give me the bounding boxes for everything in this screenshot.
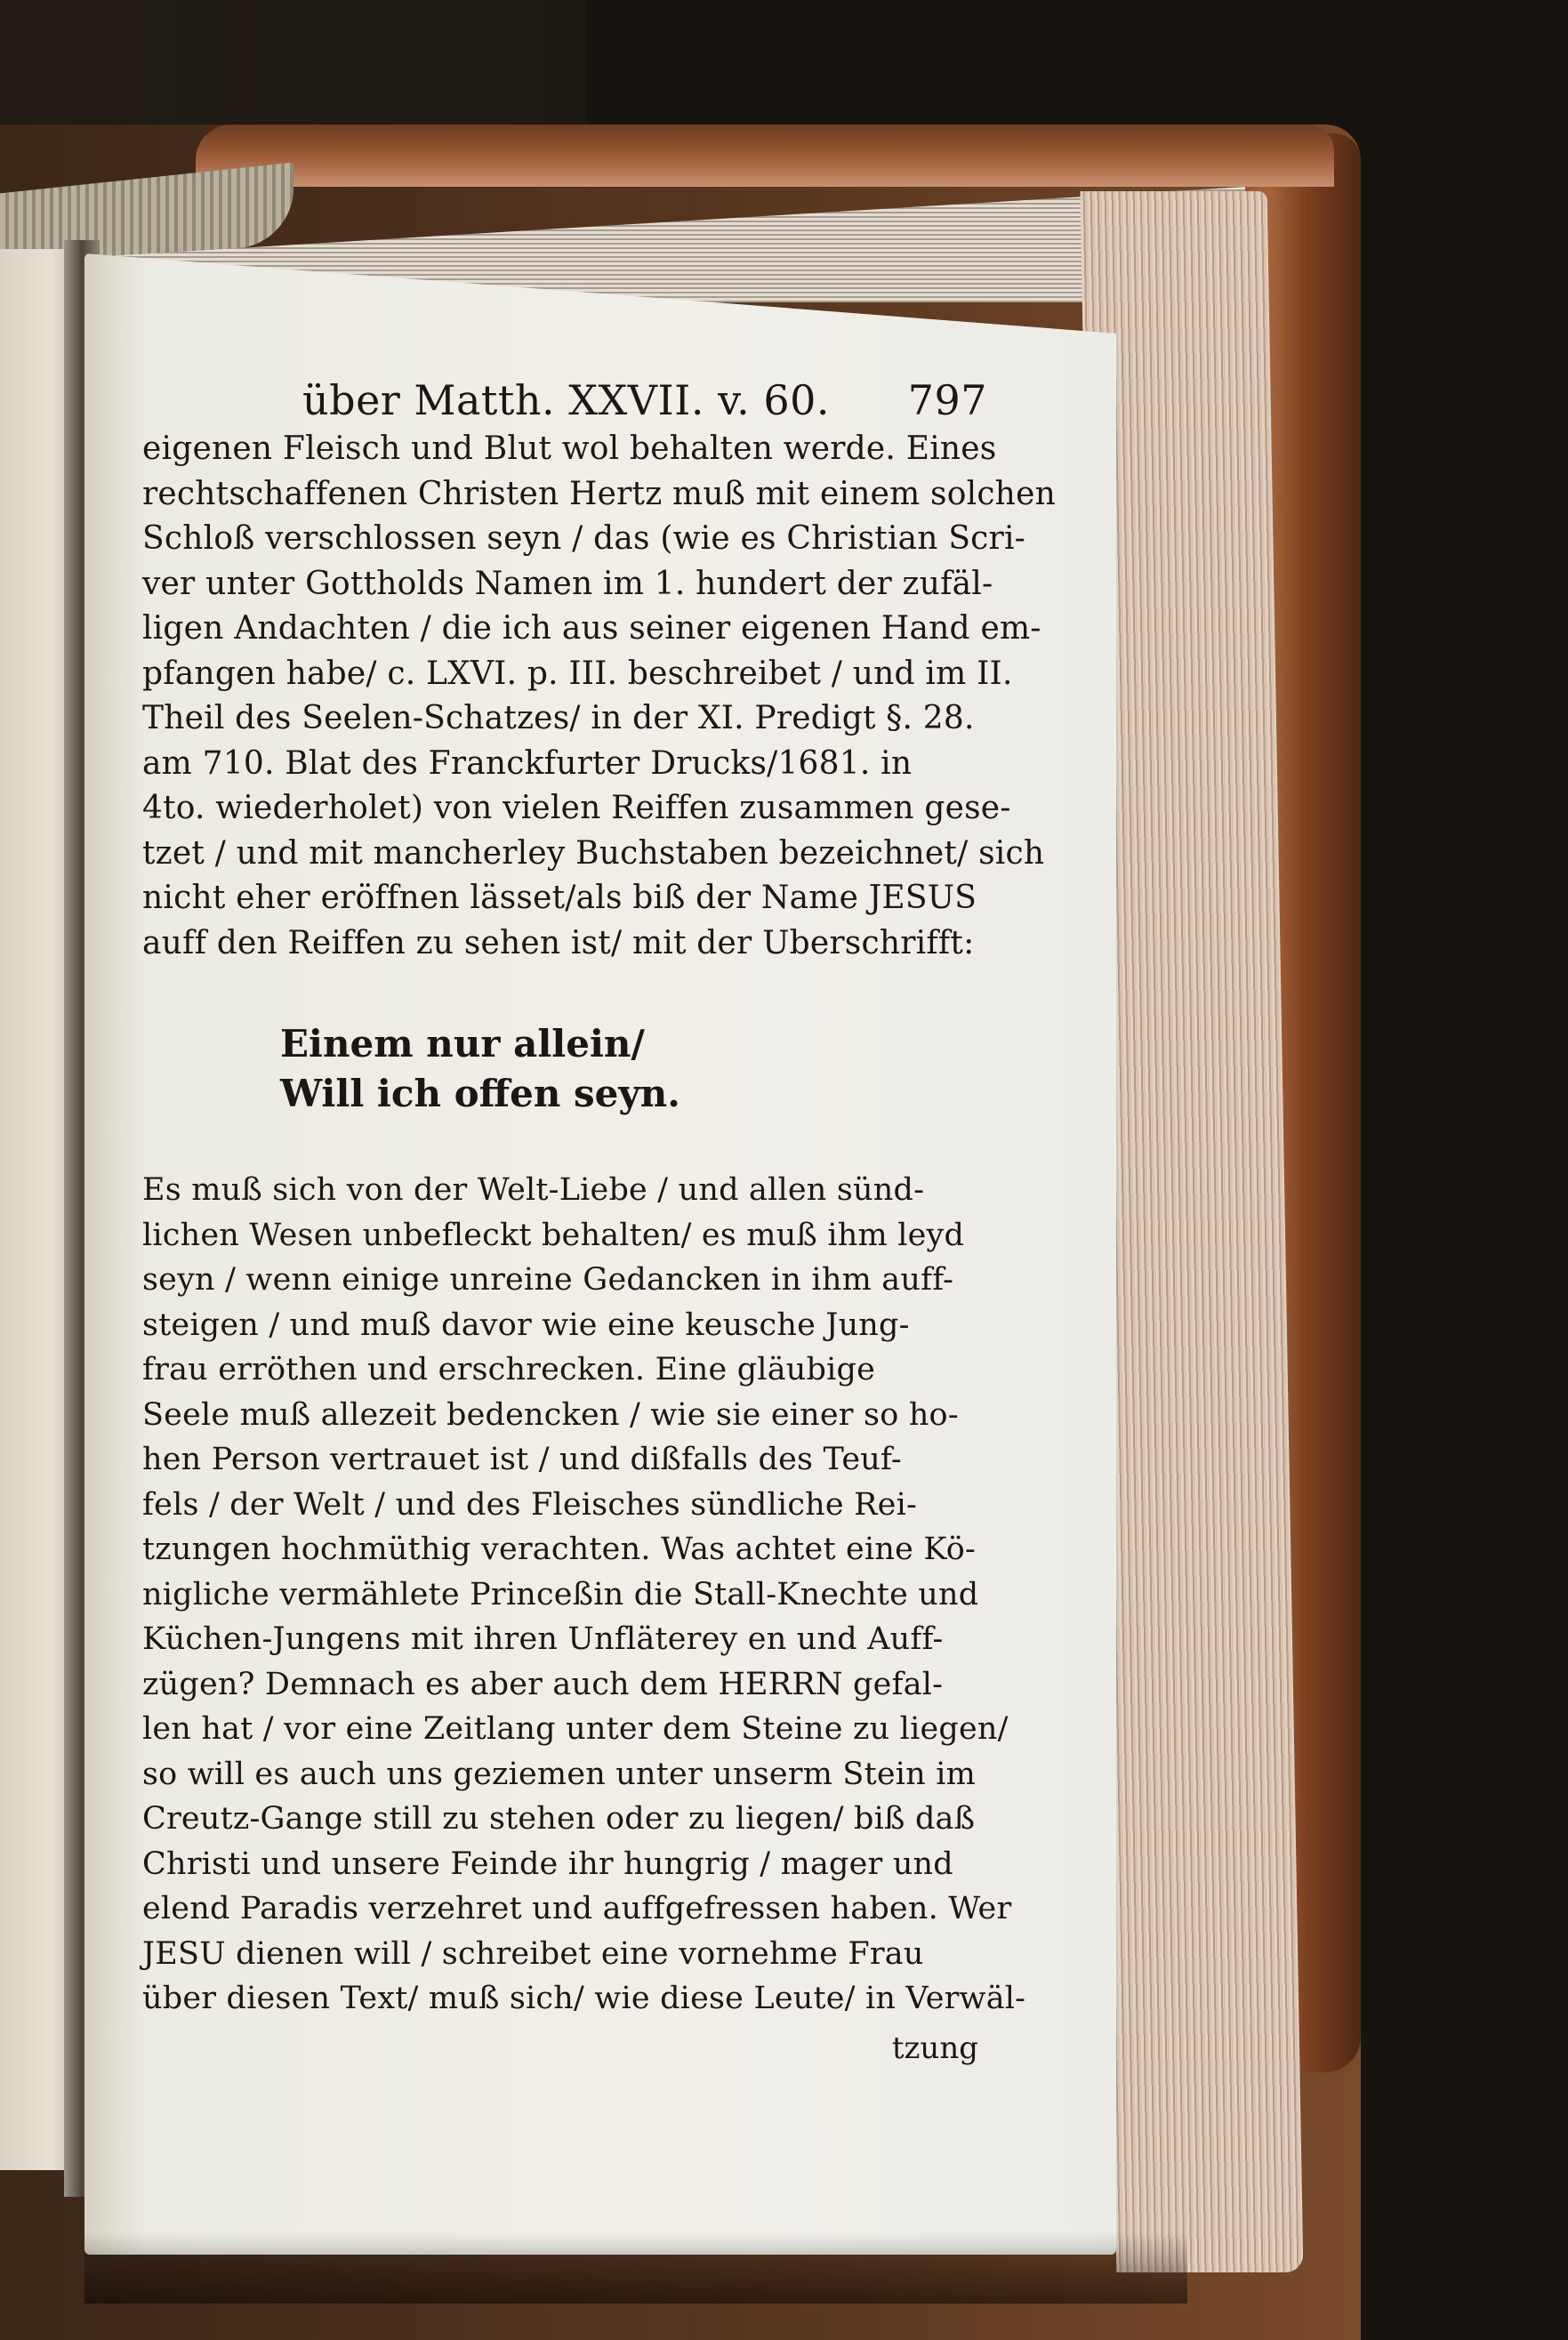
text-line: steigen / und muß davor wie eine keusche Jung- — [142, 1307, 910, 1343]
text-line: am 710. Blat des Franckfurter Drucks/1681. in — [142, 744, 913, 782]
running-head — [302, 374, 987, 427]
motto-line: Will ich offen seyn. — [280, 1072, 680, 1115]
text-line: ligen Andachten / die ich aus seiner eigenen Hand em- — [142, 610, 1041, 647]
paragraph-1 — [142, 427, 1056, 966]
text-line: 4to. wiederholet) von vielen Reiffen zusammen gese- — [142, 790, 1011, 826]
text-line: nigliche vermählete Princeßin die Stall-Knechte und — [142, 1576, 979, 1612]
text-line: ver unter Gottholds Namen im 1. hundert der zufäl- — [142, 565, 993, 602]
text-line: Seele muß allezeit bedencken / wie sie einer so ho- — [142, 1396, 959, 1433]
paragraph-2 — [142, 1168, 1026, 2022]
left-page-edge — [0, 249, 73, 2170]
text-line: Es muß sich von der Welt-Liebe / und allen sünd- — [142, 1172, 925, 1208]
motto-line: Einem nur allein/ — [280, 1022, 645, 1065]
text-line: nicht eher eröffnen lässet/als biß der Name JESUS — [142, 880, 977, 916]
motto-inscription — [280, 1019, 978, 1119]
text-line: Christi und unsere Feinde ihr hungrig / mager und — [142, 1845, 953, 1882]
text-line: Küchen-Jungens mit ihren Unfläterey en und Auff- — [142, 1621, 944, 1657]
text-line: zügen? Demnach es aber auch dem HERRN gefal- — [142, 1666, 944, 1702]
page-text — [142, 374, 1056, 2070]
book-top-edge — [196, 125, 1334, 187]
text-line: fels / der Welt / und des Fleisches sündliche Rei- — [142, 1486, 917, 1523]
text-line: elend Paradis verzehret und auffgefressen haben. Wer — [142, 1891, 1012, 1926]
page-bottom-shadow — [84, 2232, 1187, 2304]
text-line: tzet / und mit mancherley Buchstaben bezeichnet/ sich — [142, 834, 1045, 872]
text-line: frau erröthen und erschrecken. Eine gläubige — [142, 1352, 876, 1387]
catchword: tzung — [891, 2030, 978, 2066]
text-line: Theil des Seelen-Schatzes/ in der XI. Predigt §. 28. — [142, 700, 975, 736]
text-line: len hat / vor eine Zeitlang unter dem Steine zu liegen/ — [142, 1711, 1009, 1747]
text-line: auff den Reiffen zu sehen ist/ mit der Uberschrifft: — [142, 924, 975, 961]
text-line: JESU dienen will / schreibet eine vornehme Frau — [142, 1935, 924, 1972]
text-line: so will es auch uns geziemen unter unserm Stein im — [142, 1756, 977, 1792]
text-line: Creutz-Gange still zu stehen oder zu liegen/ biß daß — [142, 1801, 976, 1837]
text-line: rechtschaffenen Christen Hertz muß mit einem solchen — [142, 475, 1056, 512]
running-head-title: über Matth. XXVII. v. 60. — [302, 376, 831, 424]
text-line: seyn / wenn einige unreine Gedancken in ihm auff- — [142, 1262, 954, 1298]
text-line: lichen Wesen unbefleckt behalten/ es muß ihm leyd — [142, 1217, 965, 1253]
text-line: tzungen hochmüthig verachten. Was achtet eine Kö- — [142, 1532, 977, 1567]
text-line: Schloß verschlossen seyn / das (wie es Christian Scri- — [142, 520, 1026, 557]
page-number: 797 — [907, 376, 987, 424]
text-line: hen Person vertrauet ist / und dißfalls des Teuf- — [142, 1442, 902, 1477]
text-line: über diesen Text/ muß sich/ wie diese Leute/ in Verwäl- — [142, 1981, 1026, 2016]
text-line: eigenen Fleisch und Blut wol behalten werde. Eines — [142, 430, 997, 467]
text-line: pfangen habe/ c. LXVI. p. III. beschreibet / und im II. — [142, 655, 1013, 692]
